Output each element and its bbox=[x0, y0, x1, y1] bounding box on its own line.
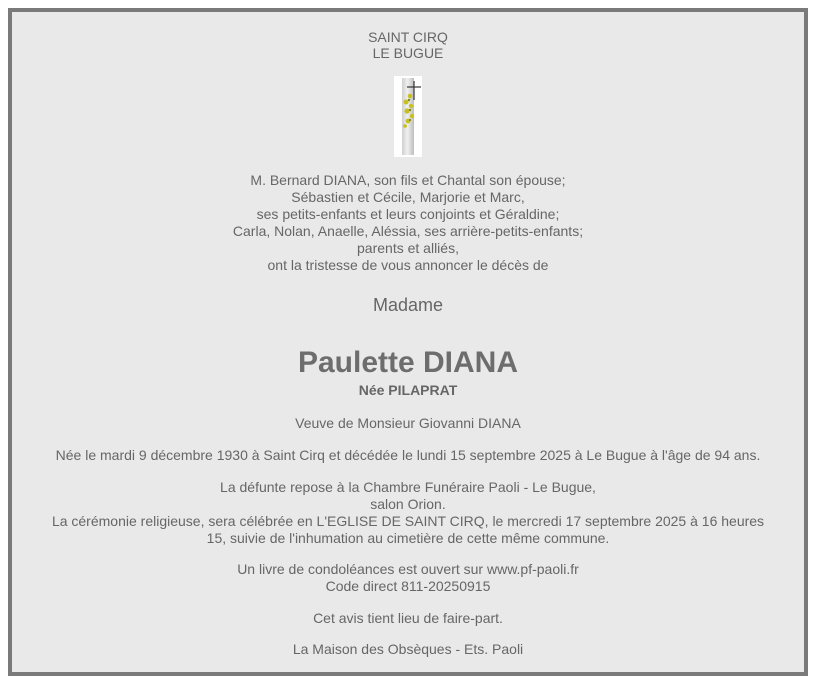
family-line: M. Bernard DIANA, son fils et Chantal son épouse; bbox=[250, 172, 566, 188]
condolences-line: Un livre de condoléances est ouvert sur www.pf-paoli.fr bbox=[237, 561, 579, 577]
ceremony-line: La cérémonie religieuse, sera célébrée en L'EGLISE DE SAINT CIRQ, le mercredi 17 septembre 2025 à 16 heures bbox=[51, 513, 765, 529]
obituary-notice bbox=[8, 8, 808, 676]
funeral-home-signature: La Maison des Obsèques - Ets. Paoli bbox=[292, 641, 524, 657]
ceremony-details bbox=[12, 479, 804, 547]
notice-note: Cet avis tient lieu de faire-part. bbox=[313, 610, 503, 626]
location-line: LE BUGUE bbox=[372, 45, 444, 61]
deceased-title: Madame bbox=[372, 295, 444, 315]
locations bbox=[12, 29, 804, 61]
maiden-name: Née PILAPRAT bbox=[358, 382, 458, 398]
location-line: SAINT CIRQ bbox=[368, 29, 448, 45]
ceremony-line: salon Orion. bbox=[370, 496, 446, 512]
condolences-info bbox=[12, 561, 804, 595]
family-line: ont la tristesse de vous annoncer le décès de bbox=[267, 257, 549, 273]
cross-with-flowers-icon bbox=[394, 76, 422, 157]
family-announcement bbox=[12, 172, 804, 274]
family-line: ses petits-enfants et leurs conjoints et Géraldine; bbox=[256, 206, 560, 222]
family-line: parents et alliés, bbox=[357, 240, 459, 256]
birth-death-dates: Née le mardi 9 décembre 1930 à Saint Cirq et décédée le lundi 15 septembre 2025 à Le Bugue à l'âge de 94 ans. bbox=[55, 447, 761, 463]
ceremony-line: 15, suivie de l'inhumation au cimetière de cette même commune. bbox=[206, 530, 610, 546]
widow-line: Veuve de Monsieur Giovanni DIANA bbox=[295, 415, 521, 431]
ceremony-line: La défunte repose à la Chambre Funéraire Paoli - Le Bugue, bbox=[220, 479, 596, 495]
family-line: Sébastien et Cécile, Marjorie et Marc, bbox=[291, 189, 525, 205]
deceased-name: Paulette DIANA bbox=[297, 346, 519, 379]
condolences-code: Code direct 811-20250915 bbox=[325, 578, 491, 594]
family-line: Carla, Nolan, Anaelle, Aléssia, ses arrière-petits-enfants; bbox=[232, 223, 584, 239]
